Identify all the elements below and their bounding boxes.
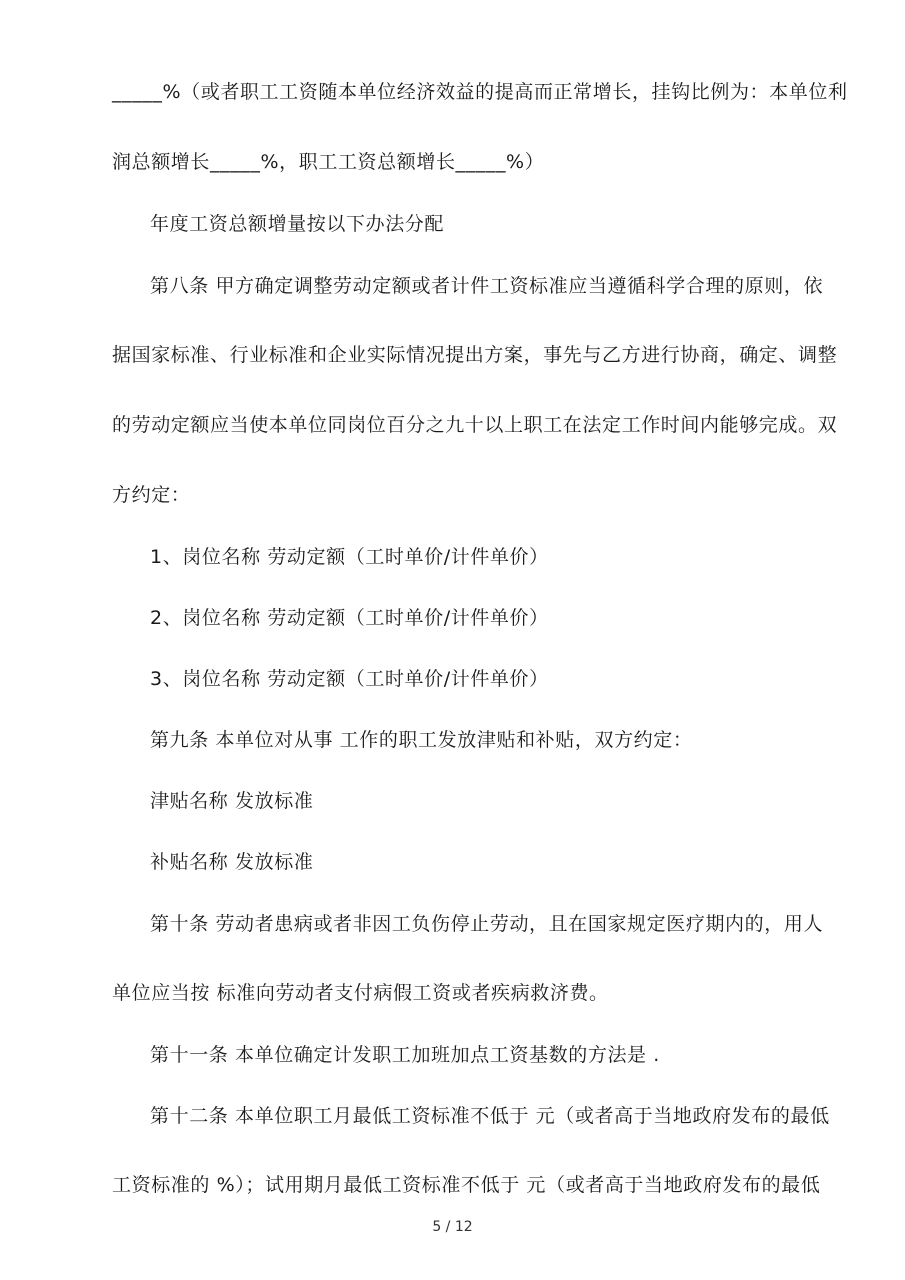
- article-8-line-4: 方约定：: [112, 484, 191, 506]
- list-item-2: 2、岗位名称 劳动定额（工时单价/计件单价）: [150, 607, 549, 629]
- article-12-line-1: 第十二条 本单位职工月最低工资标准不低于 元（或者高于当地政府发布的最低: [150, 1105, 830, 1127]
- article-8-line-2: 据国家标准、行业标准和企业实际情况提出方案，事先与乙方进行协商，确定、调整: [112, 344, 838, 366]
- subsidy-line: 补贴名称 发放标准: [150, 851, 314, 873]
- text-line-3: 年度工资总额增量按以下办法分配: [150, 213, 445, 235]
- article-10-line-2: 单位应当按 标准向劳动者支付病假工资或者疾病救济费。: [112, 982, 609, 1004]
- article-12-line-2: 工资标准的 %）；试用期月最低工资标准不低于 元（或者高于当地政府发布的最低: [112, 1174, 821, 1196]
- allowance-line: 津贴名称 发放标准: [150, 790, 314, 812]
- article-8-line-1: 第八条 甲方确定调整劳动定额或者计件工资标准应当遵循科学合理的原则，依: [150, 275, 824, 297]
- list-item-1: 1、岗位名称 劳动定额（工时单价/计件单价）: [150, 546, 549, 568]
- list-item-3: 3、岗位名称 劳动定额（工时单价/计件单价）: [150, 668, 549, 690]
- text-line-2: 润总额增长_____%，职工工资总额增长_____%）: [112, 151, 545, 173]
- article-9-line-1: 第九条 本单位对从事 工作的职工发放津贴和补贴，双方约定：: [150, 729, 693, 751]
- page-indicator: 5 / 12: [432, 1219, 473, 1235]
- text-line-1: _____%（或者职工工资随本单位经济效益的提高而正常增长，挂钩比例为：本单位利: [112, 81, 848, 103]
- article-10-line-1: 第十条 劳动者患病或者非因工负伤停止劳动，且在国家规定医疗期内的，用人: [150, 913, 824, 935]
- article-8-line-3: 的劳动定额应当使本单位同岗位百分之九十以上职工在法定工作时间内能够完成。双: [112, 414, 838, 436]
- article-11-line-1: 第十一条 本单位确定计发职工加班加点工资基数的方法是 .: [150, 1044, 660, 1066]
